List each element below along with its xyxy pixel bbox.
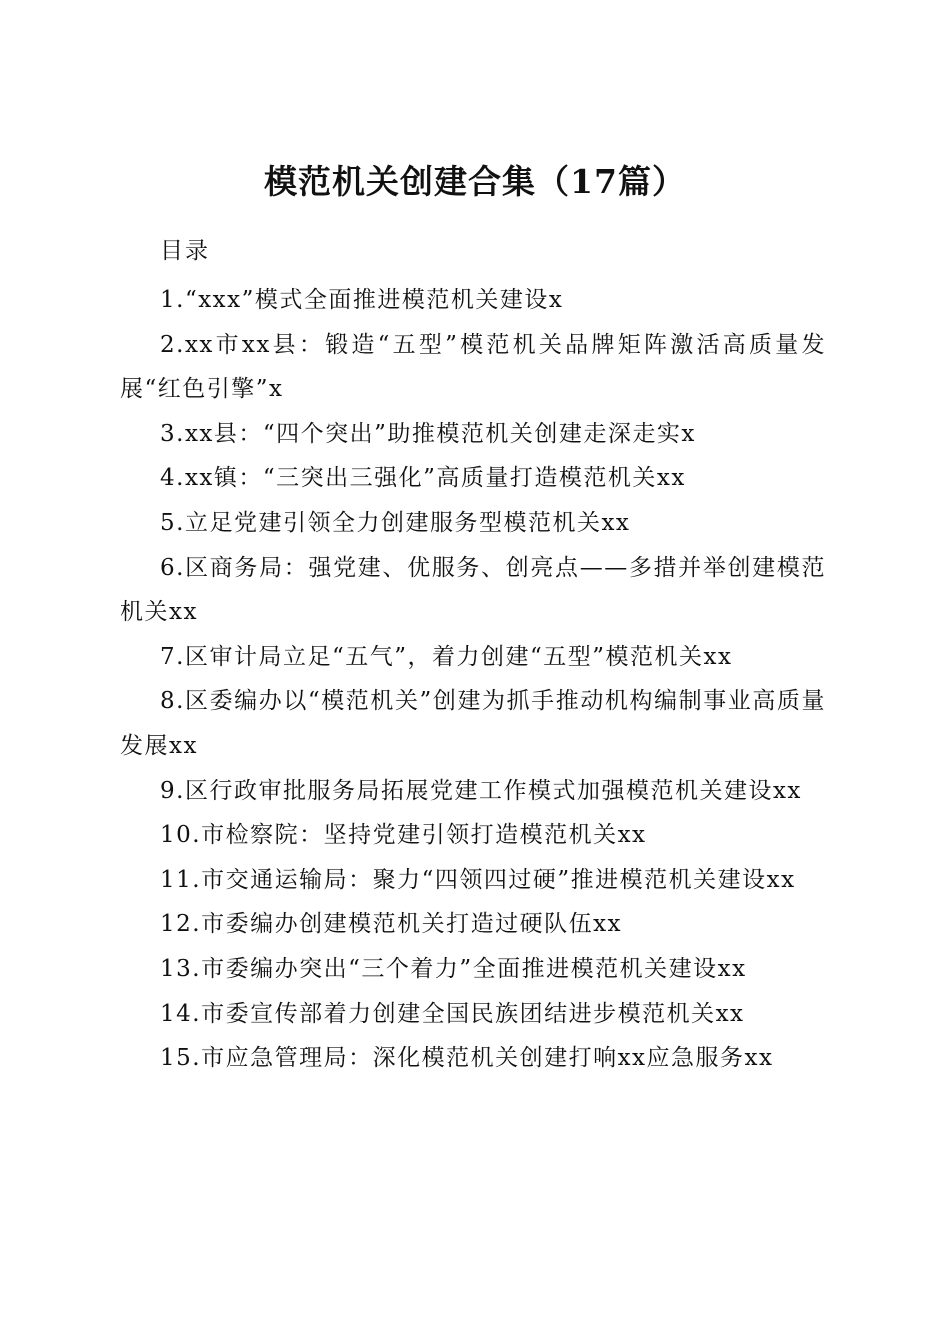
toc-item: 13.市委编办突出“三个着力”全面推进模范机关建设xx	[160, 955, 747, 982]
toc-item: 8.区委编办以“模范机关”创建为抓手推动机构编制事业高质量发展xx	[120, 688, 826, 759]
toc-item: 3.xx县：“四个突出”助推模范机关创建走深走实x	[160, 420, 696, 447]
toc-item: 7.区审计局立足“五气”，着力创建“五型”模范机关xx	[160, 643, 733, 670]
toc-item: 12.市委编办创建模范机关打造过硬队伍xx	[160, 911, 623, 938]
document-title: 模范机关创建合集（17篇）	[264, 162, 686, 202]
table-of-contents	[120, 278, 826, 1081]
toc-item: 14.市委宣传部着力创建全国民族团结进步模范机关xx	[160, 1000, 745, 1027]
toc-item: 6.区商务局：强党建、优服务、创亮点——多措并举创建模范机关xx	[120, 554, 826, 626]
toc-item: 2.xx市xx县：锻造“五型”模范机关品牌矩阵激活高质量发展“红色引擎”x	[120, 331, 826, 403]
toc-item: 15.市应急管理局：深化模范机关创建打响xx应急服务xx	[160, 1045, 774, 1072]
toc-heading: 目录	[160, 238, 210, 264]
toc-item: 11.市交通运输局：聚力“四领四过硬”推进模范机关建设xx	[160, 866, 796, 893]
toc-item: 4.xx镇：“三突出三强化”高质量打造模范机关xx	[160, 465, 686, 492]
toc-item: 10.市检察院：坚持党建引领打造模范机关xx	[160, 822, 647, 849]
toc-item: 9.区行政审批服务局拓展党建工作模式加强模范机关建设xx	[160, 777, 802, 804]
toc-item: 5.立足党建引领全力创建服务型模范机关xx	[160, 509, 631, 536]
toc-item: 1.“xxx”模式全面推进模范机关建设x	[160, 287, 564, 313]
